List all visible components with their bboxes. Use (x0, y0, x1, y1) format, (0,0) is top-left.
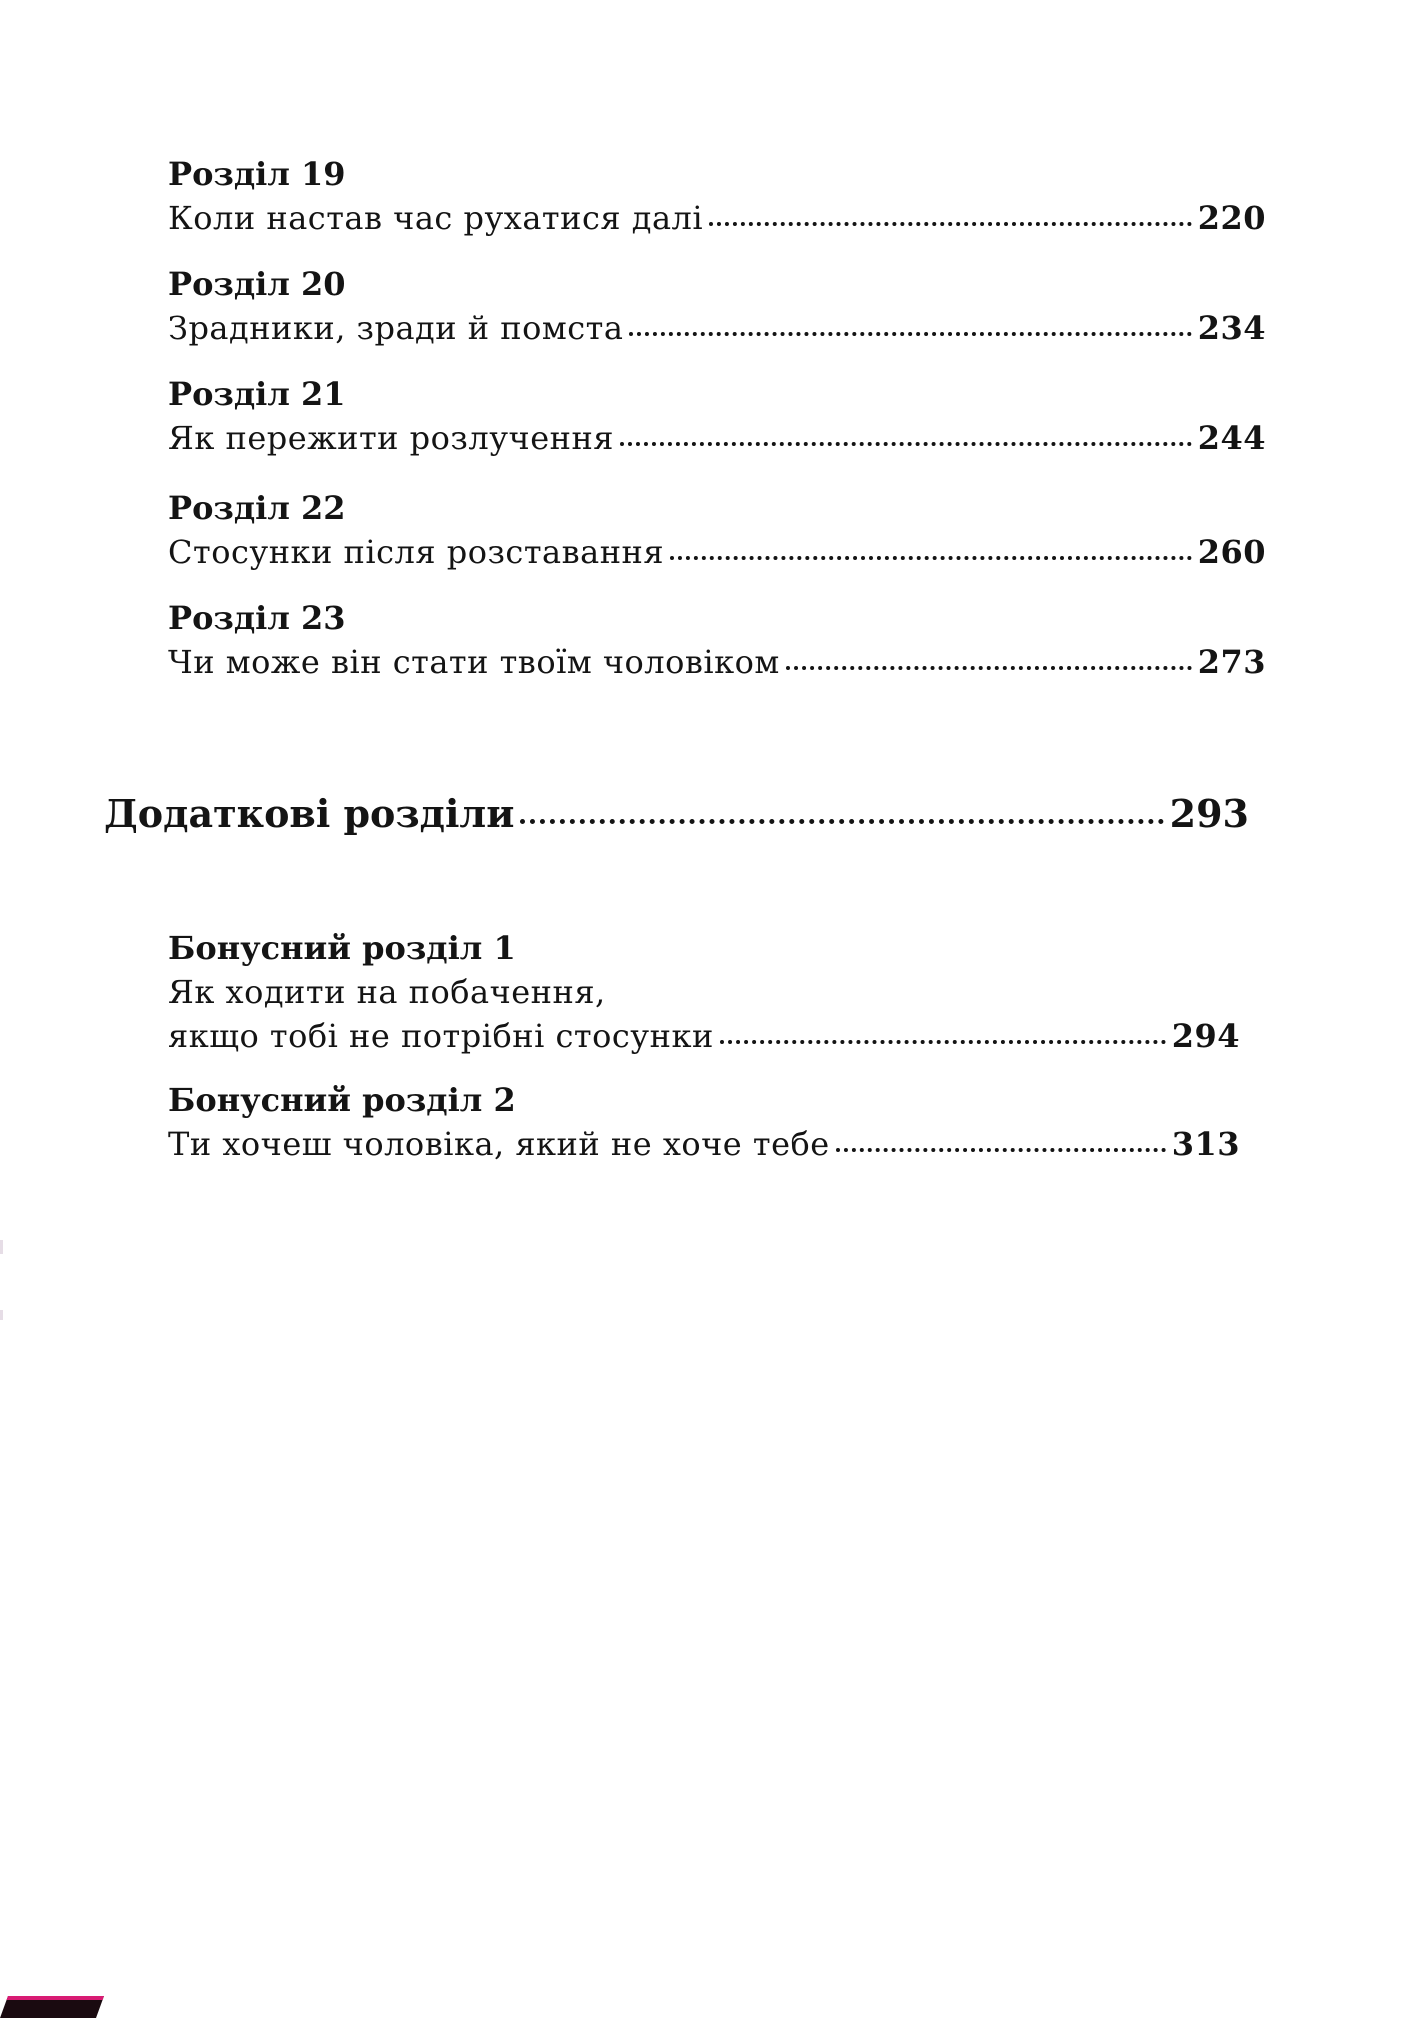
dot-leader (520, 819, 1163, 824)
page-number: 294 (1171, 1017, 1240, 1055)
page-number: 273 (1197, 643, 1266, 681)
chapter-title: Як пережити розлучення (168, 419, 614, 457)
chapter-title: Стосунки після розставання (168, 533, 665, 571)
chapter-label: Розділ 22 (168, 489, 346, 527)
toc-entry-chapter-21[interactable] (168, 372, 1266, 460)
toc-section-additional-chapters[interactable] (104, 788, 1249, 840)
bonus-title: Ти хочеш чоловіка, який не хоче тебе (168, 1125, 830, 1163)
toc-entry-bonus-2[interactable] (168, 1078, 1240, 1166)
dot-leader (670, 556, 1192, 560)
bonus-label: Бонусний розділ 1 (168, 929, 516, 967)
dot-leader (720, 1040, 1166, 1044)
scan-edge-mark (0, 1240, 3, 1254)
section-title: Додаткові розділи (104, 791, 515, 836)
page-number: 234 (1197, 309, 1266, 347)
toc-entry-chapter-20[interactable] (168, 262, 1266, 350)
chapter-label: Розділ 23 (168, 599, 346, 637)
chapter-title: Зрадники, зради й помста (168, 309, 624, 347)
bonus-title: якщо тобі не потрібні стосунки (168, 1017, 714, 1055)
toc-entry-chapter-22[interactable] (168, 486, 1266, 574)
page-number: 244 (1197, 419, 1266, 457)
chapter-label: Розділ 19 (168, 155, 346, 193)
toc-entry-bonus-1[interactable] (168, 926, 1240, 1058)
dot-leader (629, 332, 1191, 336)
bonus-label: Бонусний розділ 2 (168, 1081, 516, 1119)
dot-leader (836, 1148, 1166, 1152)
scan-edge-mark (0, 1310, 3, 1320)
page-number: 220 (1197, 199, 1266, 237)
chapter-title-line (168, 196, 1266, 240)
dot-leader (786, 666, 1192, 670)
page-edge-bleed-mark (0, 1996, 104, 2018)
page-number: 260 (1197, 533, 1266, 571)
dot-leader (620, 442, 1192, 446)
chapter-label: Розділ 20 (168, 265, 346, 303)
chapter-title-line (168, 416, 1266, 460)
chapter-title-line (168, 640, 1266, 684)
section-page-number: 293 (1169, 791, 1249, 836)
toc-entry-chapter-23[interactable] (168, 596, 1266, 684)
dot-leader (709, 222, 1192, 226)
bonus-title-line (168, 1014, 1240, 1058)
toc-entry-chapter-19[interactable] (168, 152, 1266, 240)
chapter-title-line (168, 530, 1266, 574)
bonus-title-line (168, 1122, 1240, 1166)
chapter-label: Розділ 21 (168, 375, 346, 413)
page-number: 313 (1171, 1125, 1240, 1163)
chapter-title: Коли настав час рухатися далі (168, 199, 704, 237)
chapter-title-line (168, 306, 1266, 350)
bonus-title-first-line: Як ходити на побачення, (168, 973, 606, 1011)
chapter-title: Чи може він стати твоїм чоловіком (168, 643, 780, 681)
